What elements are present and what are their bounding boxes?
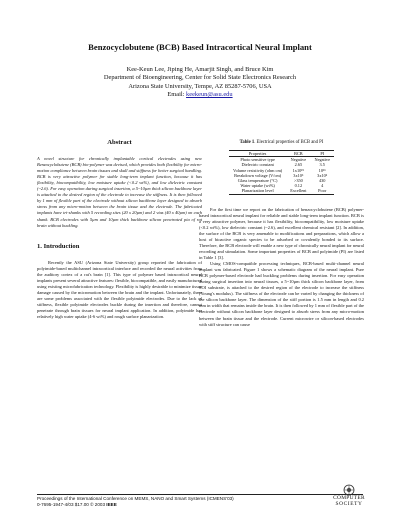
table-row — [229, 188, 334, 194]
table-caption — [199, 140, 364, 146]
footer-rule — [37, 494, 363, 495]
computer-society-logo — [328, 484, 370, 507]
footer-isbn: 0-7695-1947-4/03 $17.00 © 2003 — [37, 502, 107, 507]
body-paragraph: For the first time we report on the fabrication of benzocyclobutene (BCB) polymer-based intracortical neural implant for reliable and stable long-term implant function. BCB is a very attractive polymer, because it has flexibility, biocompatibility, low moisture uptake (<0.2 wt%), low dielectric constant (~2.6), and excellent chemical resistant [2]. In addition, the surface of the BCB is very amenable to modifications and preparations, which allow a host of bioactive organic species to be adsorbed or covalently bonded to its surface. Therefore, the BCB electrode will enable a new type of chronically neural implant for neural recording and stimulation. Some important properties of BCB and polyimide (PI) are listed in Table 1 [3]. — [199, 206, 364, 261]
table-cell: 10¹⁶ — [318, 167, 326, 173]
table-cell: Negative — [314, 157, 330, 163]
footer-proceedings: Proceedings of the International Conference on MEMS, NANO and Smart Systems (ICMENS'03) — [37, 496, 234, 501]
table-cell: Breakdown voltage (V/cm) — [234, 172, 282, 178]
table-cell: Glass temperature (°C) — [237, 178, 278, 184]
author-department: Department of Bioengineering, Center for Solid State Electronics Research — [103, 74, 297, 82]
author-block — [0, 66, 400, 99]
left-column — [37, 140, 202, 320]
logo-line-computer: COMPUTER — [333, 495, 365, 501]
author-email — [0, 91, 400, 99]
table-cell: 3.5 — [319, 162, 325, 168]
email-link[interactable]: keekeun@asu.edu — [186, 90, 233, 98]
email-label: Email: — [167, 90, 187, 98]
table-cell: Dielectric constant — [241, 162, 274, 168]
table-caption-text: . Electrical properties of BCB and PI — [254, 140, 324, 145]
logo-line-society: SOCIETY — [335, 500, 363, 507]
author-university: Arizona State University, Tempe, AZ 85287-5706, USA — [128, 82, 272, 90]
footer-copyright — [37, 502, 234, 508]
table-label: Table 1 — [239, 140, 255, 145]
table-header-cell: BCB — [286, 151, 310, 157]
table-cell: Photo sensitive type — [240, 157, 275, 163]
table-cell: 3x10⁶ — [317, 172, 328, 178]
table-header-cell: Properties — [229, 151, 286, 157]
table-cell: Excellent — [286, 188, 310, 194]
table-cell: 2.65 — [294, 162, 303, 168]
abstract-text: A novel structure for chronically implantable cortical electrodes using new Benzocyclobutene (BCB) bio-polymer was devised, which provides both flexibility for micro-motion compliance between brain tissues and skull and stiffness for better surgical handling. BCB is very attractive polymer for stable long-term implant function, because it has flexibility, biocompatibility, low moisture uptake (<0.2 wt%), and low dielectric constant (~2.6). For easy operation during surgical insertion, a 5~10µm thick silicon backbone layer is attached to the desired region of the electrode to increase the stiffness. It is then followed by 1 mm of flexible part of the electrode without silicon backbone layer designed to absorb stress from any micro-motion between the brain tissue and the electrode. The fabricated implants have tri-shanks with 5 recording sites (20 x 20µm) and 2 vias (40 x 40µm) on each shank. BCB electrodes with 5µm and 10µm thick backbone silicon penetrated pia of rat brain without buckling. — [37, 156, 202, 228]
abstract-body — [37, 156, 202, 229]
footer — [37, 496, 234, 508]
table-cell: >350 — [293, 178, 303, 184]
table-cell: Poor — [310, 188, 334, 194]
properties-table — [229, 150, 334, 195]
table-cell: 4 — [321, 183, 324, 189]
abstract-heading: Abstract — [107, 139, 132, 146]
introduction-heading: 1. Introduction — [37, 242, 80, 250]
author-names: Kee-Keun Lee, Jiping He, Amarjit Singh, and Bruce Kim — [126, 66, 274, 73]
table-cell: 1x10¹⁹ — [292, 167, 305, 173]
body-paragraph: Using CMOS-compatible processing techniques, BCB-based multi-channel neural implant was fabricated. Figure 1 shows a schematic diagram of the neural implant. Pure BCB polymer-based electrode had buckling problems during insertion. For easy operation during surgical insertion into neural tissues, a 5~10µm thick silicon backbone layer, from SOI substrate, is attached to the desired region of the electrode to increase the stiffness (Young's modulus). The stiffness of the electrode can be varied by changing the thickness of the silicon backbone layer. The dimension of the stiff portion is 1.5 mm in length and 0.2 mm in width that remains inside the brain. It is then followed by 1 mm of flexible part of the electrode without silicon backbone layer designed to absorb stress from any micro-motion between the brain tissue and the electrode. Current microwire or silicon-based electrodes with stiff structure can cause — [199, 261, 364, 327]
table-cell: 0.12 — [294, 183, 303, 189]
table-cell: Volume resistivity (ohm cm) — [233, 167, 283, 173]
table-header-cell: PI — [310, 151, 334, 157]
paper-title: Benzocyclobutene (BCB) Based Intracortical Neural Implant — [88, 42, 312, 52]
table-cell: Water uptake (wt%) — [240, 183, 275, 189]
right-column — [199, 140, 364, 328]
table-cell: 3x10⁶ — [293, 172, 304, 178]
table-cell: 430 — [319, 178, 326, 184]
table-cell: Negative — [290, 157, 307, 163]
table-cell: Planarization level — [229, 188, 286, 194]
introduction-paragraph: Recently the ASU (Arizona State University) group reported the fabrication of polyimide-based multichannel intracortical interface and recorded the neural activities from the auditory cortex of a rat's brain [1]. This type of polymer based intracortical neural implants present several attractive features: flexible, biocompatible, and easily manufactured using existing microfabrication technology. Flexibility is highly desirable to minimize tissue damage caused by the micromotion between the brain and the implant. Unfortunately, there are some problems associated with the flexible polyimide electrodes. Due to the lack of stiffness, flexible polyimide electrodes buckle during the insertion and therefore, cannot penetrate through brain tissues for neural implant application. In addition, polyimide has relatively high water uptake (4-6 wt%) and rough surface planarization. — [37, 259, 202, 320]
footer-ieee: IEEE — [106, 502, 117, 507]
